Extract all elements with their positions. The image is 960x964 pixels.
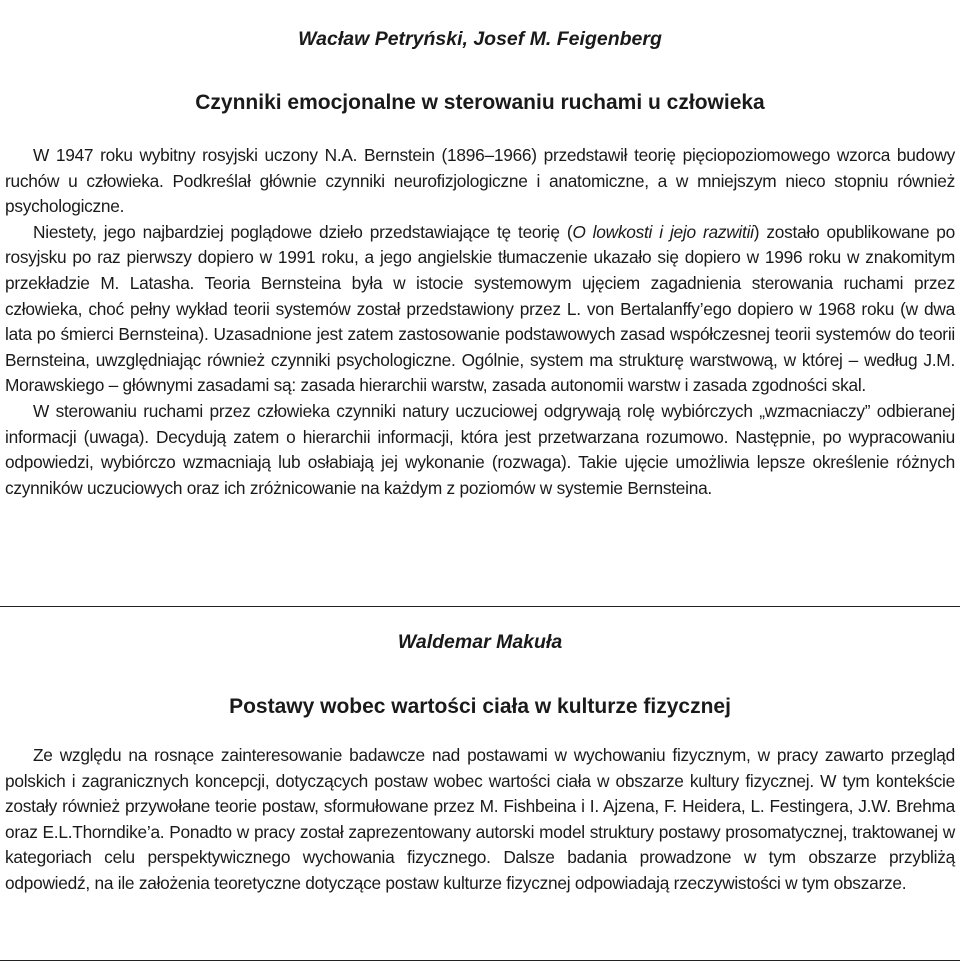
article-2-authors: Waldemar Makuła xyxy=(397,631,563,653)
article-1-paragraph-3: W sterowaniu ruchami przez człowieka czynniki natury uczuciowej odgrywają rolę wybiórczych „wzmacniaczy” odbieranej informacji (uwaga). Decydują zatem o hierarchii informacji, która jest przetwarzana rozumowo. Następnie, po wypracowaniu odpowiedzi, wybiórczo wzmacniają lub osłabiają jej wykonanie (rozwaga). Takie ujęcie umożliwia lepsze określenie różnych czynników uczuciowych oraz ich zróżnicowanie na każdym z poziomów w systemie Bernsteina. xyxy=(5,400,955,498)
article-1-paragraph-2 xyxy=(5,220,955,399)
book-title-italic: O lowkosti i jejo razwitii xyxy=(572,221,754,242)
article-1-authors: Wacław Petryński, Josef M. Feigenberg xyxy=(298,28,662,50)
article-2-title: Postawy wobec wartości ciała w kulturze fizycznej xyxy=(229,695,731,718)
bottom-divider xyxy=(0,960,960,961)
paragraph-2-text-after: ) zostało opublikowane po rosyjsku po raz pierwszy dopiero w 1991 roku, a jego angielskie tłumaczenie ukazało się dopiero w 1996 roku w znakomitym przekładzie M. Latasha. Teoria Bernsteina była w istocie systemowym ujęciem zagadnienia sterowania ruchami przez człowieka, choć pełny wykład teorii systemów został przedstawiony przez L. von Bertalanffy’ego dopiero w 1968 roku (w dwa lata po śmierci Bernsteina). Uzasadnione jest zatem zastosowanie podstawowych zasad współczesnej teorii systemów do teorii Bernsteina, uwzględniając również czynniki psychologiczne. Ogólnie, system ma strukturę warstwową, w której – według J.M. Morawskiego – głównymi zasadami są: zasada hierarchii warstw, zasada autonomii warstw i zasada zgodności skal. xyxy=(5,221,956,396)
paragraph-2-text-before: Niestety, jego najbardziej poglądowe dzieło przedstawiające tę teorię ( xyxy=(33,221,573,242)
article-1-paragraph-1: W 1947 roku wybitny rosyjski uczony N.A. Bernstein (1896–1966) przedstawił teorię pięciopoziomowego wzorca budowy ruchów u człowieka. Podkreślał głównie czynniki neurofizjologiczne i anatomiczne, a w mniejszym nieco stopniu również psychologiczne. xyxy=(5,145,955,217)
article-2-paragraph-1: Ze względu na rosnące zainteresowanie badawcze nad postawami w wychowaniu fizycznym, w pracy zawarto przegląd polskich i zagranicznych koncepcji, dotyczących postaw wobec wartości ciała w obszarze kultury fizycznej. W tym kontekście zostały również przywołane teorie postaw, sformułowane przez M. Fishbeina i I. Ajzena, F. Heidera, L. Festingera, J.W. Brehma oraz E.L.Thorndike’a. Ponadto w pracy został zaprezentowany autorski model struktury postawy prosomatycznej, traktowanej w kategoriach celu perspektywicznego wychowania fizycznego. Dalsze badania prowadzone w tym obszarze przybliżą odpowiedź, na ile założenia teoretyczne dotyczące postaw kulturze fizycznej odpowiadają rzeczywistości w tym obszarze. xyxy=(5,745,955,893)
article-1-title: Czynniki emocjonalne w sterowaniu ruchami u człowieka xyxy=(195,91,765,114)
section-divider xyxy=(0,606,960,607)
article-2-abstract xyxy=(5,743,955,897)
article-1-abstract xyxy=(5,143,955,501)
